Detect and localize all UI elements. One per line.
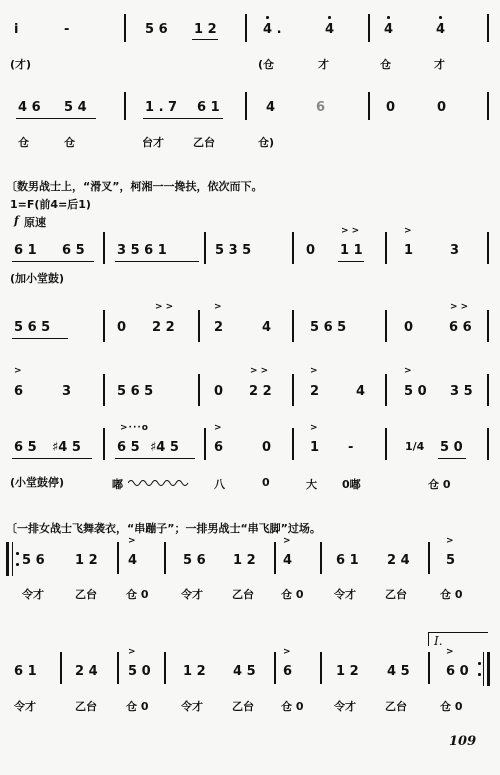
barline (487, 310, 489, 342)
accent-mark: > (404, 226, 412, 236)
note: 2 2 (152, 320, 175, 335)
repeat-dot (16, 563, 19, 566)
note: 6 1 (14, 664, 37, 679)
lyric: 令才 (22, 588, 44, 601)
lyric: 仓) (258, 136, 275, 149)
lyric: 仓 0 (440, 700, 463, 713)
beam (338, 261, 364, 262)
note: 4 5 (233, 664, 256, 679)
lyric: 乙台 (232, 588, 254, 601)
barline (385, 428, 387, 460)
note: 4 . (263, 22, 282, 37)
stage-direction: 〔一排女战士飞舞袭衣，“串蹦子”；一排男战士“串飞脚”过场。 (6, 522, 321, 535)
note: 2 4 (75, 664, 98, 679)
note: ♯4 5 (150, 440, 179, 455)
note: 6 0 (446, 664, 469, 679)
accent-mark: > (446, 536, 454, 546)
repeat-start-barline (6, 542, 9, 576)
time-signature: 1/4 (405, 440, 425, 453)
note: 4 (325, 22, 335, 37)
repeat-dot (478, 662, 481, 665)
accent-mark: > (14, 366, 22, 376)
note: 4 (384, 22, 394, 37)
beam (143, 118, 223, 119)
barline (487, 14, 489, 42)
barline (117, 652, 119, 684)
trill-mark: >···o (120, 423, 149, 433)
note: 6 (214, 440, 224, 455)
lyric: 嘟 (112, 478, 123, 491)
beam (12, 261, 94, 262)
barline (487, 232, 489, 264)
lyric: (才) (10, 58, 32, 71)
note: 0 (306, 243, 316, 258)
barline (292, 310, 294, 342)
barline (204, 428, 206, 460)
accent-mark: > (283, 536, 291, 546)
repeat-end-barline (487, 652, 490, 686)
accent-mark: > > (155, 302, 174, 312)
repeat-dot (478, 673, 481, 676)
note: 6 1 (197, 100, 220, 115)
note: 1 1 (340, 243, 363, 258)
note: 3 5 (450, 384, 473, 399)
accent-mark: > (310, 423, 318, 433)
lyric: 仓 0 (440, 588, 463, 601)
note: 4 (262, 320, 272, 335)
note: 1 2 (233, 553, 256, 568)
accent-mark: > > (450, 302, 469, 312)
repeat-start-barline (12, 542, 13, 576)
barline (428, 652, 430, 684)
page-number: 109 (449, 734, 477, 749)
lyric: 乙台 (385, 700, 407, 713)
lyric: 才 (318, 58, 329, 71)
barline (292, 232, 294, 264)
key-signature: 1=F(前4=后1) (10, 198, 91, 211)
lyric: 0嘟 (342, 478, 361, 491)
lyric: 仓 0 (428, 478, 451, 491)
beam (192, 39, 218, 40)
lyric: 令才 (334, 588, 356, 601)
note: ♯4 5 (52, 440, 81, 455)
note: 0 (386, 100, 396, 115)
note: 6 1 (14, 243, 37, 258)
accent-mark: > (404, 366, 412, 376)
note: 6 1 (336, 553, 359, 568)
note: 1 2 (336, 664, 359, 679)
barline (117, 542, 119, 574)
note: 6 6 (449, 320, 472, 335)
note: - (64, 22, 70, 37)
lyric: 乙台 (75, 700, 97, 713)
note: 6 5 (117, 440, 140, 455)
note: 5 0 (404, 384, 427, 399)
barline (385, 232, 387, 264)
tremolo-wave (128, 478, 190, 488)
note: 5 0 (128, 664, 151, 679)
note: 5 6 (183, 553, 206, 568)
barline (385, 374, 387, 406)
barline (487, 92, 489, 120)
lyric: 令才 (181, 700, 203, 713)
barline (103, 310, 105, 342)
beam (12, 338, 68, 339)
accent-mark: > (128, 647, 136, 657)
barline (274, 542, 276, 574)
note: 3 5 6 1 (117, 243, 167, 258)
accent-mark: > > (250, 366, 269, 376)
lyric: 令才 (334, 700, 356, 713)
lyric: 仓 (18, 136, 29, 149)
note: 0 (262, 440, 272, 455)
note: - (348, 440, 354, 455)
high-dot (328, 16, 331, 19)
note: 0 (404, 320, 414, 335)
lyric: 仓 0 (281, 588, 304, 601)
accent-mark: > (214, 423, 222, 433)
note: 6 5 (14, 440, 37, 455)
note: 2 (310, 384, 320, 399)
volta-bracket (428, 632, 429, 646)
accent-mark: > (128, 536, 136, 546)
volta-bracket (428, 632, 488, 633)
lyric: 0 (262, 476, 270, 489)
note: 1 2 (75, 553, 98, 568)
lyric: 乙台 (385, 588, 407, 601)
beam (438, 458, 466, 459)
barline (124, 14, 126, 42)
high-dot (439, 16, 442, 19)
high-dot (266, 16, 269, 19)
barline (198, 310, 200, 342)
note: 0 (214, 384, 224, 399)
lyric: 令才 (181, 588, 203, 601)
note: 1 (310, 440, 320, 455)
note: 5 (446, 553, 456, 568)
note: 5 6 5 (310, 320, 347, 335)
barline (245, 14, 247, 42)
lyric: 乙台 (232, 700, 254, 713)
lyric: 令才 (14, 700, 36, 713)
accent-mark: > (283, 647, 291, 657)
barline (103, 374, 105, 406)
accent-mark: > (310, 366, 318, 376)
note: 1 . 7 (145, 100, 178, 115)
lyric: 仓 0 (281, 700, 304, 713)
note: 5 4 (64, 100, 87, 115)
barline (428, 542, 430, 574)
lyric: 仓 (380, 58, 391, 71)
note: 4 (436, 22, 446, 37)
note: 6 5 (62, 243, 85, 258)
note: 1 (404, 243, 414, 258)
note: 5 6 (145, 22, 168, 37)
barline (198, 374, 200, 406)
note: 4 (128, 553, 138, 568)
stage-direction: 〔数男战士上，“滑叉”，柯湘一一搀扶，依次而下。 (6, 180, 263, 193)
accent-mark: > > (341, 226, 360, 236)
barline (385, 310, 387, 342)
note: 5 6 (22, 553, 45, 568)
accent-mark: > (446, 647, 454, 657)
lyric: 仓 0 (126, 588, 149, 601)
beam (115, 458, 195, 459)
barline (292, 374, 294, 406)
note: 1 2 (194, 22, 217, 37)
repeat-end-barline (483, 652, 484, 686)
note: 4 (356, 384, 366, 399)
lyric: 乙台 (75, 588, 97, 601)
lyric: 仓 0 (126, 700, 149, 713)
barline (204, 232, 206, 264)
barline (320, 652, 322, 684)
lyric: 仓 (64, 136, 75, 149)
lyric: 台才 (142, 136, 164, 149)
tempo-mark: 原速 (24, 216, 46, 229)
beam (12, 458, 92, 459)
note: 4 6 (18, 100, 41, 115)
note: 1 2 (183, 664, 206, 679)
volta-label: I. (434, 634, 443, 648)
note: 5 0 (440, 440, 463, 455)
barline (368, 14, 370, 42)
barline (368, 92, 370, 120)
barline (164, 542, 166, 574)
barline (245, 92, 247, 120)
barline (274, 652, 276, 684)
note: i (14, 22, 19, 37)
beam (16, 118, 96, 119)
instrument-note: (小堂鼓停) (10, 476, 65, 489)
note: 2 4 (387, 553, 410, 568)
barline (487, 428, 489, 460)
barline (292, 428, 294, 460)
note: 5 6 5 (117, 384, 154, 399)
note: 4 5 (387, 664, 410, 679)
note: 4 (283, 553, 293, 568)
lyric: 大 (306, 478, 317, 491)
lyric: 才 (434, 58, 445, 71)
note: 4 (266, 100, 276, 115)
note: 6 (316, 100, 326, 115)
note: 0 (117, 320, 127, 335)
note: 5 6 5 (14, 320, 51, 335)
barline (124, 92, 126, 120)
barline (103, 428, 105, 460)
note: 6 (14, 384, 24, 399)
note: 5 3 5 (215, 243, 252, 258)
barline (103, 232, 105, 264)
note: 3 (62, 384, 72, 399)
repeat-dot (16, 552, 19, 555)
dynamic-mark: f (14, 214, 19, 227)
note: 6 (283, 664, 293, 679)
lyric: 八 (214, 478, 225, 491)
lyric: (仓 (258, 58, 275, 71)
accent-mark: > (214, 302, 222, 312)
lyric: 乙台 (193, 136, 215, 149)
note: 2 2 (249, 384, 272, 399)
barline (320, 542, 322, 574)
barline (60, 652, 62, 684)
note: 3 (450, 243, 460, 258)
note: 0 (437, 100, 447, 115)
barline (164, 652, 166, 684)
note: 2 (214, 320, 224, 335)
barline (487, 374, 489, 406)
high-dot (387, 16, 390, 19)
beam (115, 261, 199, 262)
instrument-note: (加小堂鼓) (10, 272, 65, 285)
